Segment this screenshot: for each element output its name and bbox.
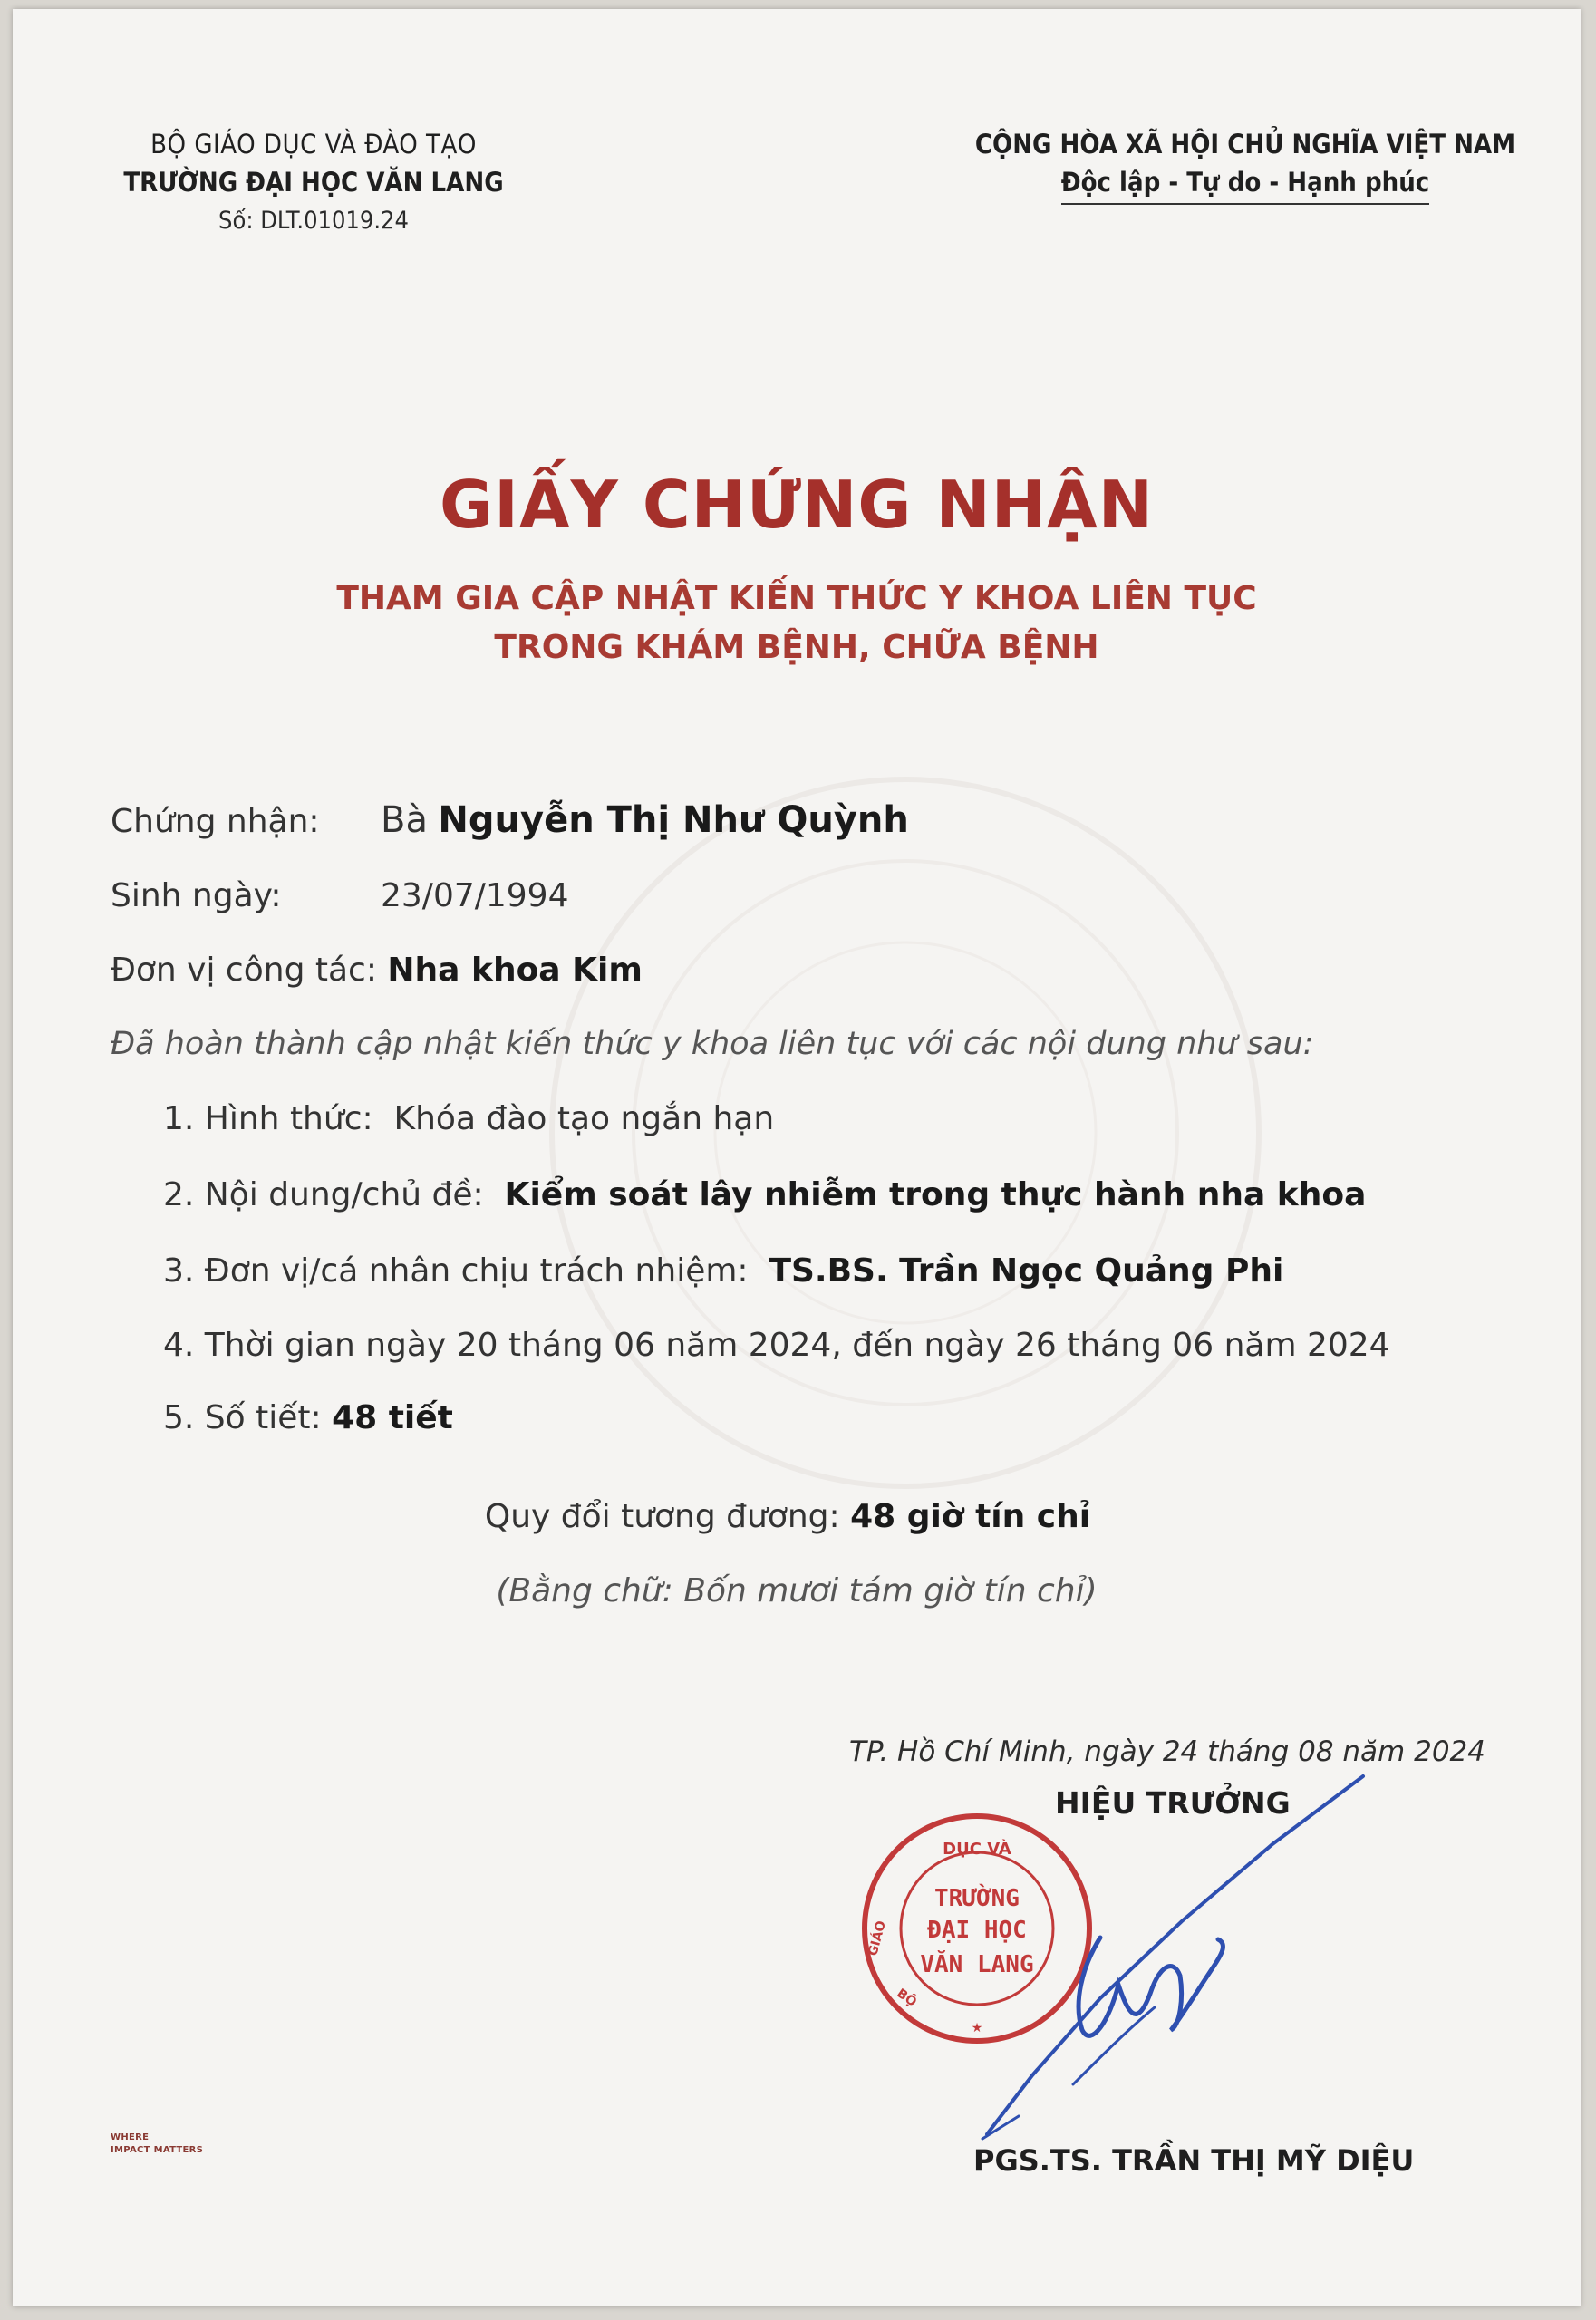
item-format-value: Khóa đào tạo ngắn hạn (393, 1100, 775, 1137)
recipient-prefix: Bà (381, 799, 428, 841)
equivalent-row (13, 1498, 1581, 1535)
item-periods (163, 1399, 453, 1436)
workplace-row (111, 952, 643, 989)
header-right (973, 125, 1517, 205)
item-periods-value: 48 tiết (332, 1399, 453, 1436)
dob-label: Sinh ngày: (111, 877, 282, 914)
seal-line-1: TRƯỜNG (934, 1885, 1020, 1912)
certificate-title: GIẤY CHỨNG NHẬN (440, 467, 1154, 543)
seal-star-icon: ★ (971, 2021, 983, 2035)
seal-line-3: VĂN LANG (920, 1951, 1034, 1978)
item-periods-label: 5. Số tiết: (163, 1399, 322, 1436)
signer-name: PGS.TS. TRẦN THỊ MỸ DIỆU (973, 2143, 1415, 2178)
certificate-subtitle-2: TRONG KHÁM BỆNH, CHỮA BỆNH (494, 629, 1099, 666)
seal-ring-left: GIÁO (866, 1919, 889, 1958)
item-format (163, 1100, 774, 1137)
item-duration: 4. Thời gian ngày 20 tháng 06 năm 2024, đến ngày 26 tháng 06 năm 2024 (163, 1327, 1390, 1364)
seal-ring-top: DỤC VÀ (943, 1840, 1011, 1859)
completion-statement: Đã hoàn thành cập nhật kiến thức y khoa liên tục với các nội dung như sau: (111, 1026, 1314, 1062)
certificate-subtitle-1: THAM GIA CẬP NHẬT KIẾN THỨC Y KHOA LIÊN TỤC (336, 580, 1257, 617)
item-topic-label: 2. Nội dung/chủ đề: (163, 1176, 484, 1213)
item-topic (163, 1176, 1366, 1213)
item-responsible-label: 3. Đơn vị/cá nhân chịu trách nhiệm: (163, 1252, 749, 1290)
seal-ring-bottom-left: BỘ (894, 1986, 920, 2010)
workplace-value: Nha khoa Kim (387, 952, 643, 989)
equivalent-label: Quy đổi tương đương: (484, 1498, 840, 1535)
equivalent-value: 48 giờ tín chỉ (850, 1498, 1091, 1535)
recipient-name: Nguyễn Thị Như Quỳnh (438, 799, 909, 841)
recipient-row (111, 799, 909, 841)
item-responsible (163, 1252, 1283, 1290)
certificate-page (13, 9, 1581, 2306)
handwritten-signature (946, 1758, 1417, 2175)
signer-position: HIỆU TRƯỞNG (1055, 1785, 1291, 1821)
dob-value: 23/07/1994 (381, 877, 569, 914)
seal-line-2: ĐẠI HỌC (927, 1917, 1027, 1944)
university-name: TRƯỜNG ĐẠI HỌC VĂN LANG (123, 167, 504, 198)
national-motto: Độc lập - Tự do - Hạnh phúc (1061, 163, 1430, 205)
footer-logo-line2: IMPACT MATTERS (111, 2145, 204, 2155)
footer-logo-line1: WHERE (111, 2132, 150, 2142)
item-format-label: 1. Hình thức: (163, 1100, 373, 1137)
ministry-name: BỘ GIÁO DỤC VÀ ĐÀO TẠO (150, 129, 477, 160)
recipient-label: Chứng nhận: (111, 803, 320, 840)
dob-row (111, 877, 569, 914)
workplace-label: Đơn vị công tác: (111, 952, 377, 989)
equivalent-in-words: (Bằng chữ: Bốn mươi tám giờ tín chỉ) (496, 1572, 1098, 1610)
country-name: CỘNG HÒA XÃ HỘI CHỦ NGHĨA VIỆT NAM (974, 129, 1516, 160)
header-left (114, 125, 513, 241)
item-responsible-value: TS.BS. Trần Ngọc Quảng Phi (769, 1252, 1284, 1290)
item-topic-value: Kiểm soát lây nhiễm trong thực hành nha khoa (504, 1176, 1367, 1213)
footer-logo (111, 2132, 203, 2157)
document-number: Số: DLT.01019.24 (218, 207, 409, 235)
place-date: TP. Hồ Chí Minh, ngày 24 tháng 08 năm 2024 (848, 1735, 1485, 1768)
